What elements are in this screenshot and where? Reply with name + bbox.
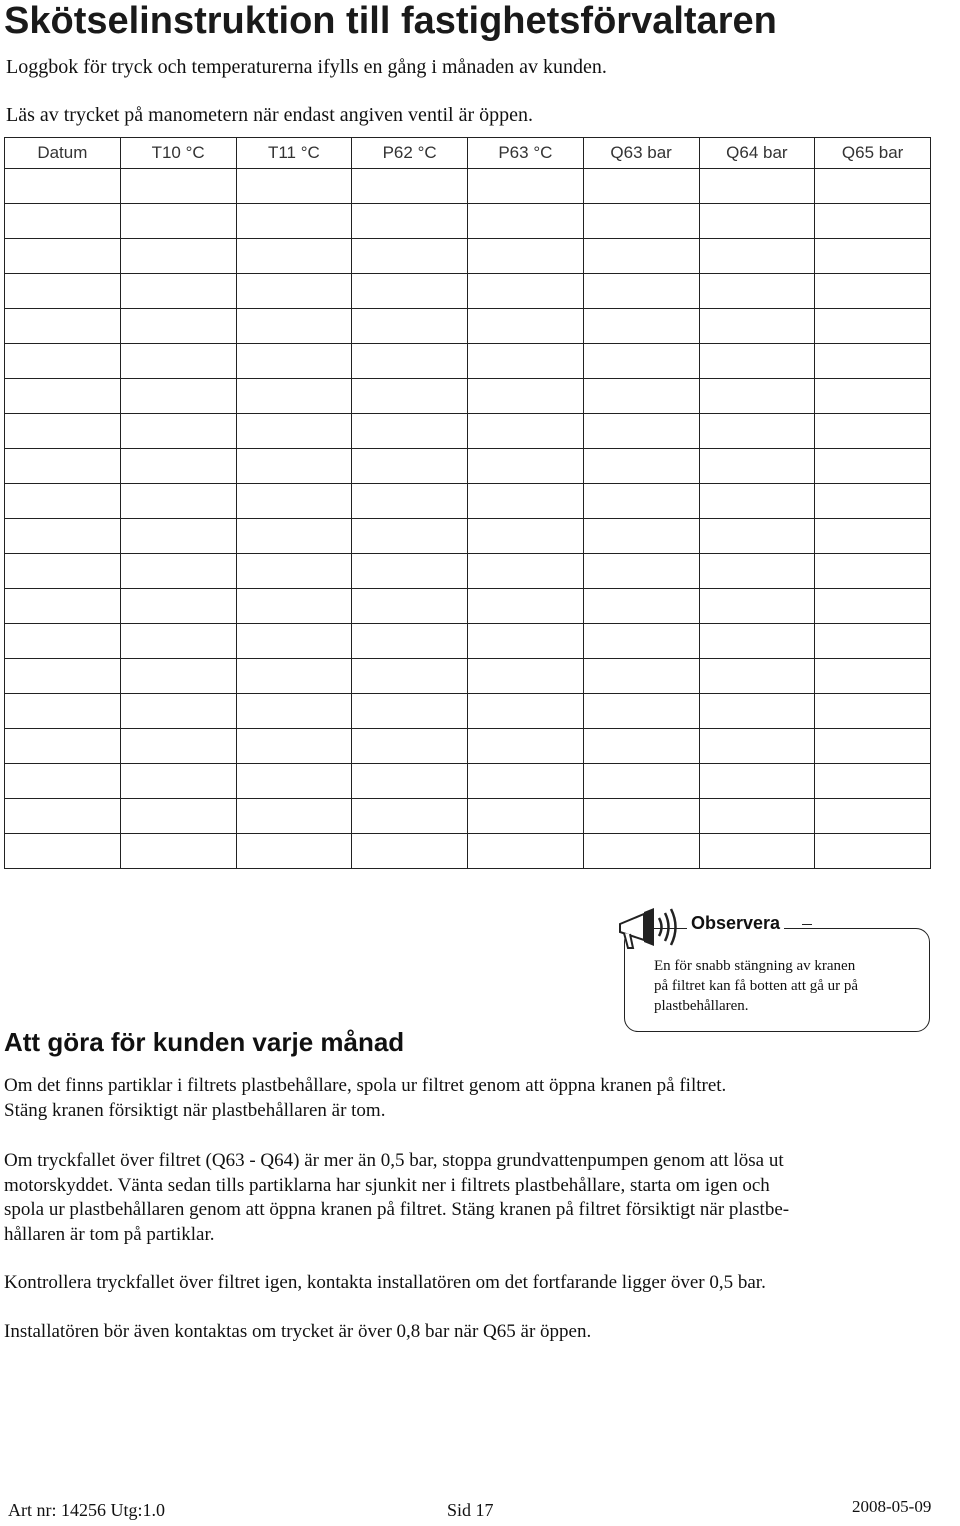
log-table-cell[interactable] bbox=[236, 519, 352, 554]
col-q65: Q65 bar bbox=[815, 138, 931, 169]
log-table-cell[interactable] bbox=[352, 344, 468, 379]
log-table-row bbox=[5, 554, 931, 589]
paragraph-3 bbox=[4, 1271, 924, 1296]
log-table-cell[interactable] bbox=[352, 589, 468, 624]
log-table-row bbox=[5, 169, 931, 204]
log-table-cell[interactable] bbox=[815, 799, 931, 834]
log-table-cell[interactable] bbox=[5, 834, 121, 869]
log-table-cell[interactable] bbox=[352, 169, 468, 204]
log-table-cell[interactable] bbox=[815, 414, 931, 449]
log-table-row bbox=[5, 204, 931, 239]
log-table-cell[interactable] bbox=[699, 239, 815, 274]
observera-title: Observera bbox=[687, 913, 784, 934]
log-table-cell[interactable] bbox=[352, 764, 468, 799]
log-table-cell[interactable] bbox=[5, 239, 121, 274]
log-table-cell[interactable] bbox=[352, 239, 468, 274]
log-table-row bbox=[5, 729, 931, 764]
log-table-cell[interactable] bbox=[583, 659, 699, 694]
log-table-cell[interactable] bbox=[5, 659, 121, 694]
log-table-cell[interactable] bbox=[236, 239, 352, 274]
log-table-cell[interactable] bbox=[120, 659, 236, 694]
log-table-row bbox=[5, 624, 931, 659]
log-table-cell[interactable] bbox=[120, 344, 236, 379]
log-table-cell[interactable] bbox=[120, 274, 236, 309]
log-table-body bbox=[5, 169, 931, 869]
log-table-cell[interactable] bbox=[468, 519, 584, 554]
log-table-cell[interactable] bbox=[583, 519, 699, 554]
log-table-row bbox=[5, 344, 931, 379]
log-table-row bbox=[5, 484, 931, 519]
log-table-cell[interactable] bbox=[236, 834, 352, 869]
paragraph-line: hållaren är tom på partiklar. bbox=[4, 1223, 215, 1245]
log-table-cell[interactable] bbox=[468, 344, 584, 379]
log-table-cell[interactable] bbox=[815, 274, 931, 309]
observera-line: plastbehållaren. bbox=[654, 998, 749, 1014]
log-table-cell[interactable] bbox=[352, 449, 468, 484]
log-table-cell[interactable] bbox=[699, 449, 815, 484]
log-table-cell[interactable] bbox=[5, 554, 121, 589]
intro-line-2: Läs av trycket på manometern när endast angiven ventil är öppen. bbox=[6, 104, 534, 126]
log-table-cell[interactable] bbox=[468, 729, 584, 764]
log-table-cell[interactable] bbox=[352, 414, 468, 449]
log-table-cell[interactable] bbox=[699, 624, 815, 659]
log-table-cell[interactable] bbox=[468, 274, 584, 309]
log-table-cell[interactable] bbox=[815, 484, 931, 519]
section-title: Att göra för kunden varje månad bbox=[4, 1027, 405, 1057]
log-table-cell[interactable] bbox=[699, 344, 815, 379]
log-table-row bbox=[5, 834, 931, 869]
log-table-cell[interactable] bbox=[5, 764, 121, 799]
log-table-cell[interactable] bbox=[699, 169, 815, 204]
paragraph-line: spola ur plastbehållaren genom att öppna kranen på filtret. Stäng kranen på filtret försiktigt när plastbe- bbox=[4, 1199, 790, 1220]
log-table-cell[interactable] bbox=[583, 239, 699, 274]
log-table-cell[interactable] bbox=[583, 309, 699, 344]
log-table-cell[interactable] bbox=[699, 799, 815, 834]
paragraph-line: Installatören bör även kontaktas om trycket är över 0,8 bar när Q65 är öppen. bbox=[4, 1321, 592, 1342]
log-table-cell[interactable] bbox=[352, 554, 468, 589]
log-table-cell[interactable] bbox=[120, 449, 236, 484]
log-table-cell[interactable] bbox=[5, 414, 121, 449]
col-q64: Q64 bar bbox=[699, 138, 815, 169]
log-table-row bbox=[5, 379, 931, 414]
log-table-cell[interactable] bbox=[120, 484, 236, 519]
log-table-cell[interactable] bbox=[699, 764, 815, 799]
log-table-cell[interactable] bbox=[236, 204, 352, 239]
log-table-cell[interactable] bbox=[699, 834, 815, 869]
log-table-cell[interactable] bbox=[468, 589, 584, 624]
log-table-row bbox=[5, 694, 931, 729]
log-table-cell[interactable] bbox=[120, 729, 236, 764]
log-table-cell[interactable] bbox=[815, 554, 931, 589]
log-table-cell[interactable] bbox=[815, 379, 931, 414]
log-table bbox=[4, 137, 931, 869]
log-table-cell[interactable] bbox=[120, 764, 236, 799]
log-table-cell[interactable] bbox=[120, 204, 236, 239]
log-table-row bbox=[5, 274, 931, 309]
log-table-cell[interactable] bbox=[815, 589, 931, 624]
log-table-cell[interactable] bbox=[468, 379, 584, 414]
log-table-cell[interactable] bbox=[468, 799, 584, 834]
log-table-row bbox=[5, 519, 931, 554]
log-table-cell[interactable] bbox=[468, 239, 584, 274]
paragraph-2 bbox=[4, 1149, 924, 1247]
log-table-cell[interactable] bbox=[120, 309, 236, 344]
log-table-cell[interactable] bbox=[468, 169, 584, 204]
log-table-cell[interactable] bbox=[468, 624, 584, 659]
log-table-cell[interactable] bbox=[583, 204, 699, 239]
col-t10: T10 °C bbox=[120, 138, 236, 169]
footer-page-number: Sid 17 bbox=[447, 1500, 494, 1520]
page-title: Skötselinstruktion till fastighetsförvaltaren bbox=[4, 0, 777, 42]
log-table-cell[interactable] bbox=[5, 729, 121, 764]
col-p62: P62 °C bbox=[352, 138, 468, 169]
log-table-cell[interactable] bbox=[583, 589, 699, 624]
log-table-cell[interactable] bbox=[583, 169, 699, 204]
log-table-cell[interactable] bbox=[583, 624, 699, 659]
log-table-cell[interactable] bbox=[5, 309, 121, 344]
log-table-row bbox=[5, 659, 931, 694]
log-table-row bbox=[5, 414, 931, 449]
paragraph-line: Kontrollera tryckfallet över filtret igen, kontakta installatören om det fortfarande ligger över 0,5 bar. bbox=[4, 1272, 766, 1293]
log-table-cell[interactable] bbox=[468, 834, 584, 869]
col-datum: Datum bbox=[5, 138, 121, 169]
log-table-cell[interactable] bbox=[5, 799, 121, 834]
log-table-cell[interactable] bbox=[236, 589, 352, 624]
log-table-row bbox=[5, 449, 931, 484]
log-table-cell[interactable] bbox=[236, 799, 352, 834]
log-table-cell[interactable] bbox=[583, 484, 699, 519]
log-table-cell[interactable] bbox=[583, 729, 699, 764]
log-table-cell[interactable] bbox=[699, 484, 815, 519]
log-table-row bbox=[5, 309, 931, 344]
log-table-cell[interactable] bbox=[699, 694, 815, 729]
log-table-cell[interactable] bbox=[583, 834, 699, 869]
log-table-cell[interactable] bbox=[352, 204, 468, 239]
observera-note bbox=[612, 900, 934, 1040]
log-table-cell[interactable] bbox=[468, 694, 584, 729]
log-table-cell[interactable] bbox=[236, 729, 352, 764]
log-table-cell[interactable] bbox=[352, 729, 468, 764]
log-table-cell[interactable] bbox=[815, 239, 931, 274]
log-table-cell[interactable] bbox=[5, 274, 121, 309]
log-table-cell[interactable] bbox=[352, 694, 468, 729]
log-table-cell[interactable] bbox=[468, 659, 584, 694]
log-table-cell[interactable] bbox=[5, 344, 121, 379]
log-table-cell[interactable] bbox=[468, 484, 584, 519]
log-table-cell[interactable] bbox=[352, 309, 468, 344]
log-table-cell[interactable] bbox=[583, 764, 699, 799]
log-table-cell[interactable] bbox=[120, 519, 236, 554]
log-table-cell[interactable] bbox=[120, 834, 236, 869]
log-table-cell[interactable] bbox=[699, 414, 815, 449]
paragraph-line: motorskyddet. Vänta sedan tills partiklarna har sjunkit ner i filtrets plastbehållare, starta om igen och bbox=[4, 1174, 770, 1196]
log-table-cell[interactable] bbox=[5, 589, 121, 624]
log-table-cell[interactable] bbox=[236, 414, 352, 449]
paragraph-line: Om tryckfallet över filtret (Q63 - Q64) är mer än 0,5 bar, stoppa grundvattenpumpen genom att lösa ut bbox=[4, 1150, 784, 1171]
log-table-cell[interactable] bbox=[468, 449, 584, 484]
log-table-cell[interactable] bbox=[815, 659, 931, 694]
log-table-cell[interactable] bbox=[352, 624, 468, 659]
log-table-cell[interactable] bbox=[815, 519, 931, 554]
log-table-cell[interactable] bbox=[815, 729, 931, 764]
log-table-row bbox=[5, 239, 931, 274]
log-table-cell[interactable] bbox=[236, 169, 352, 204]
log-table-cell[interactable] bbox=[468, 309, 584, 344]
log-table-cell[interactable] bbox=[699, 274, 815, 309]
log-table-cell[interactable] bbox=[236, 274, 352, 309]
log-table-cell[interactable] bbox=[699, 519, 815, 554]
log-table-header bbox=[5, 138, 931, 169]
log-table-cell[interactable] bbox=[236, 764, 352, 799]
log-table-cell[interactable] bbox=[5, 519, 121, 554]
log-table-cell[interactable] bbox=[120, 589, 236, 624]
log-table-cell[interactable] bbox=[815, 169, 931, 204]
log-table-cell[interactable] bbox=[236, 344, 352, 379]
log-table-cell[interactable] bbox=[120, 379, 236, 414]
log-table-cell[interactable] bbox=[120, 554, 236, 589]
log-table-cell[interactable] bbox=[583, 274, 699, 309]
log-table-cell[interactable] bbox=[815, 694, 931, 729]
log-table-cell[interactable] bbox=[5, 379, 121, 414]
log-table-cell[interactable] bbox=[352, 379, 468, 414]
log-table-cell[interactable] bbox=[5, 694, 121, 729]
log-table-cell[interactable] bbox=[5, 169, 121, 204]
log-table-cell[interactable] bbox=[236, 624, 352, 659]
log-table-cell[interactable] bbox=[352, 834, 468, 869]
observera-text bbox=[654, 956, 914, 1016]
log-table-cell[interactable] bbox=[5, 484, 121, 519]
log-table-row bbox=[5, 764, 931, 799]
log-table-cell[interactable] bbox=[120, 624, 236, 659]
log-table-cell[interactable] bbox=[5, 624, 121, 659]
log-table-cell[interactable] bbox=[583, 414, 699, 449]
log-table-cell[interactable] bbox=[120, 414, 236, 449]
log-table-cell[interactable] bbox=[468, 414, 584, 449]
log-table-cell[interactable] bbox=[236, 484, 352, 519]
log-table-cell[interactable] bbox=[815, 309, 931, 344]
log-table-cell[interactable] bbox=[5, 204, 121, 239]
col-p63: P63 °C bbox=[468, 138, 584, 169]
log-table-cell[interactable] bbox=[120, 169, 236, 204]
log-table-cell[interactable] bbox=[236, 694, 352, 729]
log-table-cell[interactable] bbox=[468, 764, 584, 799]
log-table-cell[interactable] bbox=[583, 449, 699, 484]
log-table-cell[interactable] bbox=[120, 694, 236, 729]
log-table-cell[interactable] bbox=[468, 204, 584, 239]
log-table-cell[interactable] bbox=[583, 344, 699, 379]
log-table-cell[interactable] bbox=[352, 274, 468, 309]
log-table-cell[interactable] bbox=[120, 239, 236, 274]
log-table-cell[interactable] bbox=[583, 379, 699, 414]
log-table-cell[interactable] bbox=[815, 344, 931, 379]
footer-date: 2008-05-09 bbox=[852, 1497, 932, 1516]
observera-line: En för snabb stängning av kranen bbox=[654, 958, 856, 974]
log-table-cell[interactable] bbox=[815, 449, 931, 484]
log-table-cell[interactable] bbox=[236, 309, 352, 344]
log-table-cell[interactable] bbox=[699, 379, 815, 414]
footer-art-number: Art nr: 14256 Utg:1.0 bbox=[8, 1500, 165, 1520]
log-table-cell[interactable] bbox=[583, 799, 699, 834]
log-table-cell[interactable] bbox=[468, 554, 584, 589]
log-table-cell[interactable] bbox=[699, 659, 815, 694]
log-table-cell[interactable] bbox=[120, 799, 236, 834]
log-table-cell[interactable] bbox=[236, 379, 352, 414]
log-table-cell[interactable] bbox=[699, 204, 815, 239]
log-table-cell[interactable] bbox=[815, 764, 931, 799]
log-table-cell[interactable] bbox=[815, 624, 931, 659]
paragraph-1 bbox=[4, 1074, 924, 1123]
log-table-cell[interactable] bbox=[699, 309, 815, 344]
col-q63: Q63 bar bbox=[583, 138, 699, 169]
log-table-row bbox=[5, 799, 931, 834]
paragraph-line: Om det finns partiklar i filtrets plastbehållare, spola ur filtret genom att öppna kranen på filtret. bbox=[4, 1075, 727, 1096]
log-table-cell[interactable] bbox=[352, 484, 468, 519]
megaphone-icon bbox=[614, 904, 678, 959]
log-table-cell[interactable] bbox=[815, 204, 931, 239]
log-table-cell[interactable] bbox=[236, 554, 352, 589]
log-table-cell[interactable] bbox=[699, 729, 815, 764]
observera-divider bbox=[802, 924, 812, 925]
log-table-cell[interactable] bbox=[352, 799, 468, 834]
observera-line: på filtret kan få botten att gå ur på bbox=[654, 978, 859, 994]
log-table-cell[interactable] bbox=[352, 519, 468, 554]
log-table-row bbox=[5, 589, 931, 624]
paragraph-line: Stäng kranen försiktigt när plastbehållaren är tom. bbox=[4, 1099, 386, 1121]
log-table-cell[interactable] bbox=[699, 554, 815, 589]
intro-line-1: Loggbok för tryck och temperaturerna ifylls en gång i månaden av kunden. bbox=[6, 56, 607, 78]
log-table-cell[interactable] bbox=[815, 834, 931, 869]
paragraph-4 bbox=[4, 1320, 924, 1345]
log-table-cell[interactable] bbox=[236, 449, 352, 484]
log-table-cell[interactable] bbox=[583, 694, 699, 729]
col-t11: T11 °C bbox=[236, 138, 352, 169]
log-table-cell[interactable] bbox=[583, 554, 699, 589]
log-table-cell[interactable] bbox=[699, 589, 815, 624]
log-table-cell[interactable] bbox=[352, 659, 468, 694]
log-table-cell[interactable] bbox=[5, 449, 121, 484]
log-table-cell[interactable] bbox=[236, 659, 352, 694]
